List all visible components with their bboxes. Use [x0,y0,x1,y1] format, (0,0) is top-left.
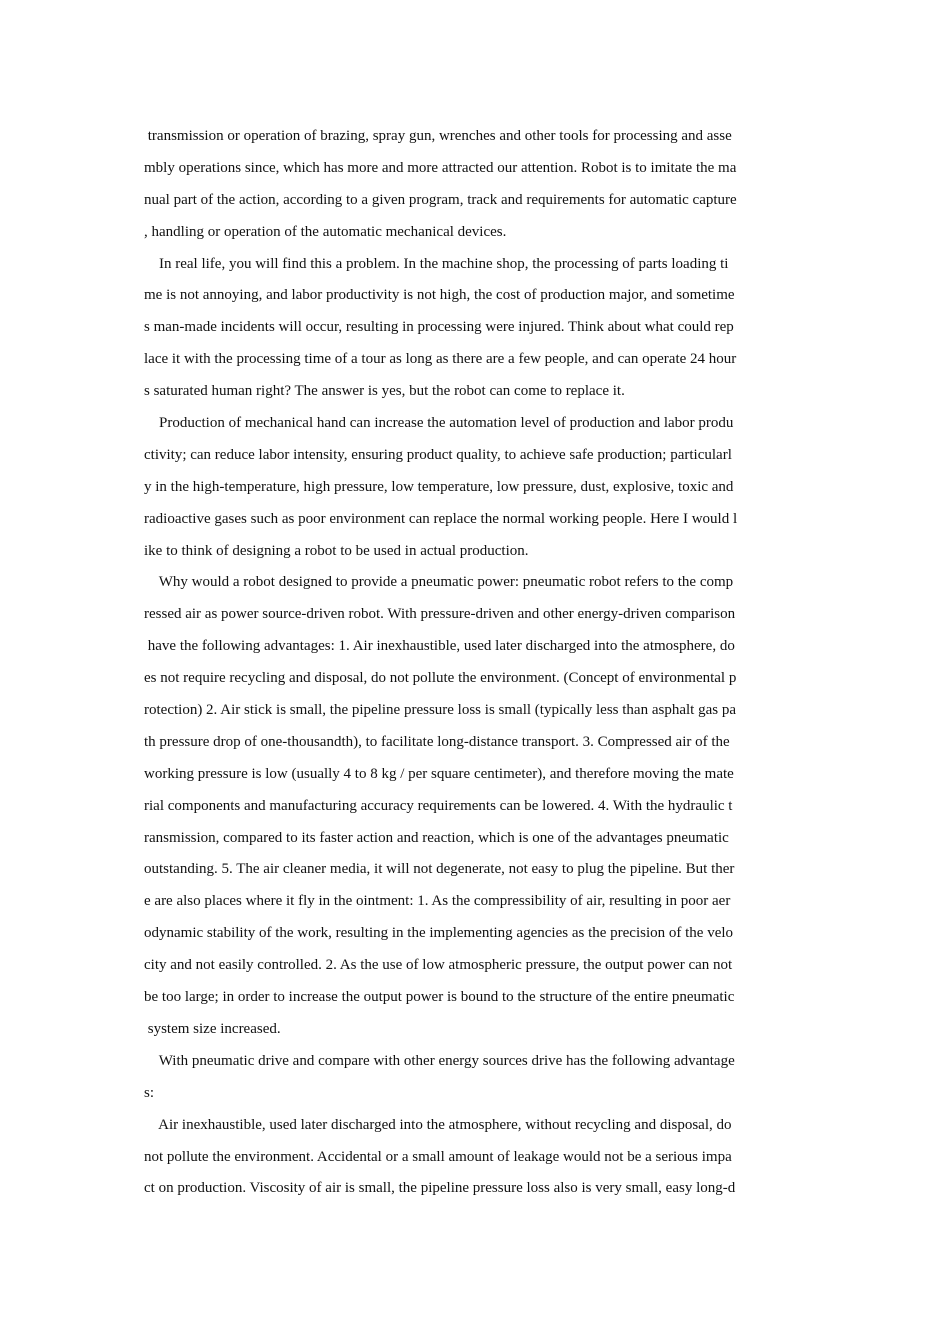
text-line: rotection) 2. Air stick is small, the pipeline pressure loss is small (typically less than asphalt gas pa [144,702,736,719]
text-line: be too large; in order to increase the output power is bound to the structure of the entire pneumatic [144,989,735,1006]
text-line: , handling or operation of the automatic mechanical devices. [144,223,507,240]
text-line: odynamic stability of the work, resulting in the implementing agencies as the precision of the velo [144,925,734,942]
text-line: outstanding. 5. The air cleaner media, it will not degenerate, not easy to plug the pipeline. But ther [144,861,735,878]
text-line: rial components and manufacturing accuracy requirements can be lowered. 4. With the hydraulic t [144,797,733,814]
text-line: have the following advantages: 1. Air inexhaustible, used later discharged into the atmosphere, do [144,638,735,655]
text-line: nual part of the action, according to a given program, track and requirements for automatic capture [144,191,737,208]
text-line: y in the high-temperature, high pressure, low temperature, low pressure, dust, explosive, toxic and [144,478,734,495]
text-line: ressed air as power source-driven robot. With pressure-driven and other energy-driven comparison [144,606,736,623]
text-line: city and not easily controlled. 2. As the use of low atmospheric pressure, the output power can not [144,957,733,974]
document-body-text [144,121,808,1205]
text-line: s: [144,1084,155,1101]
paragraph-start-line: Production of mechanical hand can increase the automation level of production and labor produ [144,415,734,432]
text-line: ike to think of designing a robot to be used in actual production. [144,542,529,559]
text-line: e are also places where it fly in the ointment: 1. As the compressibility of air, resulting in poor aer [144,893,731,910]
text-line: transmission or operation of brazing, spray gun, wrenches and other tools for processing and asse [144,128,732,144]
text-line: ct on production. Viscosity of air is small, the pipeline pressure loss also is very small, easy long-d [144,1180,736,1197]
text-line: ctivity; can reduce labor intensity, ensuring product quality, to achieve safe production; particularl [144,446,732,463]
paragraph-start-line: In real life, you will find this a problem. In the machine shop, the processing of parts loading ti [144,255,729,272]
text-line: th pressure drop of one-thousandth), to facilitate long-distance transport. 3. Compressed air of the [144,733,730,750]
text-line: s man-made incidents will occur, resulting in processing were injured. Think about what could rep [144,319,734,336]
text-line: system size increased. [144,1020,281,1037]
paragraph-start-line: With pneumatic drive and compare with other energy sources drive has the following advantage [144,1052,735,1069]
text-line: working pressure is low (usually 4 to 8 kg / per square centimeter), and therefore moving the mate [144,765,734,782]
paragraph-start-line: Why would a robot designed to provide a pneumatic power: pneumatic robot refers to the comp [144,574,734,591]
paragraph-start-line: Air inexhaustible, used later discharged into the atmosphere, without recycling and disposal, do [144,1116,732,1133]
text-line: me is not annoying, and labor productivity is not high, the cost of production major, and sometime [144,287,735,304]
text-line: s saturated human right? The answer is yes, but the robot can come to replace it. [144,383,625,400]
text-line: es not require recycling and disposal, do not pollute the environment. (Concept of environmental p [144,670,737,687]
text-line: radioactive gases such as poor environment can replace the normal working people. Here I would l [144,510,738,527]
text-line: not pollute the environment. Accidental or a small amount of leakage would not be a serious impa [144,1148,732,1165]
text-line: ransmission, compared to its faster action and reaction, which is one of the advantages pneumatic [144,829,729,846]
text-line: lace it with the processing time of a tour as long as there are a few people, and can operate 24 hour [144,351,737,368]
text-line: mbly operations since, which has more and more attracted our attention. Robot is to imitate the ma [144,159,737,176]
